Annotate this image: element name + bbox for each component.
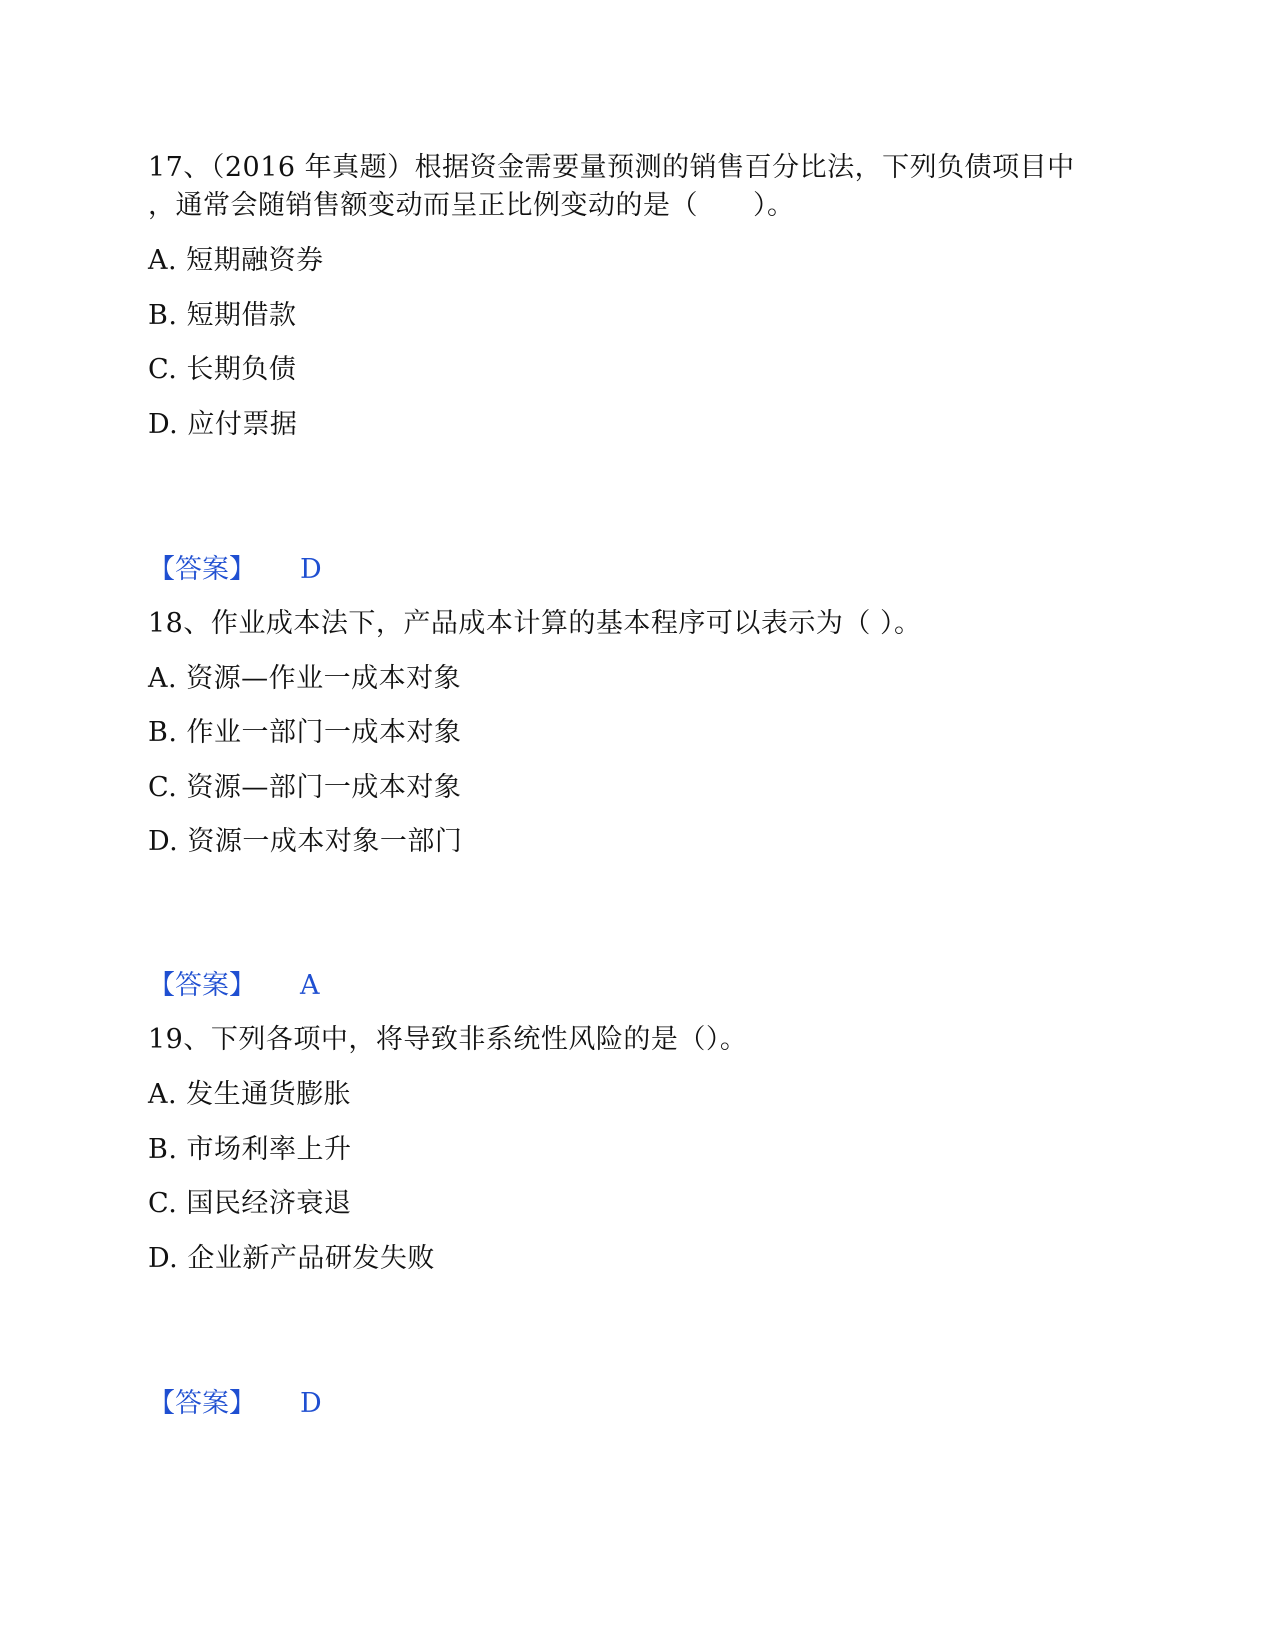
question-19-answer xyxy=(148,1386,322,1422)
question-17-option-d: D. 应付票据 xyxy=(148,409,298,440)
answer-value: D xyxy=(300,554,322,585)
question-17-stem-line1: 17、（2016 年真题）根据资金需要量预测的销售百分比法，下列负债项目中 xyxy=(148,152,1075,183)
answer-value: A xyxy=(300,970,320,1001)
question-19-option-c: C. 国民经济衰退 xyxy=(148,1188,352,1219)
question-19-option-b: B. 市场利率上升 xyxy=(148,1134,352,1165)
question-19-option-a: A. 发生通货膨胀 xyxy=(148,1079,352,1110)
question-18-option-c: C. 资源—部门一成本对象 xyxy=(148,772,462,803)
answer-label: 【答案】 xyxy=(148,554,256,585)
question-18-option-a: A. 资源—作业一成本对象 xyxy=(148,663,462,694)
answer-label: 【答案】 xyxy=(148,970,256,1001)
question-18-answer xyxy=(148,968,320,1004)
answer-label: 【答案】 xyxy=(148,1388,256,1419)
question-18-option-d: D. 资源一成本对象一部门 xyxy=(148,826,463,857)
question-18-stem-line1: 18、作业成本法下，产品成本计算的基本程序可以表示为（ ）。 xyxy=(148,608,922,639)
question-19-stem-line1: 19、下列各项中，将导致非系统性风险的是（）。 xyxy=(148,1024,748,1055)
question-17-option-c: C. 长期负债 xyxy=(148,354,297,385)
question-17-answer xyxy=(148,552,322,588)
question-18-option-b: B. 作业一部门一成本对象 xyxy=(148,717,462,748)
question-17-option-a: A. 短期融资券 xyxy=(148,245,324,276)
answer-value: D xyxy=(300,1388,322,1419)
question-19-option-d: D. 企业新产品研发失败 xyxy=(148,1243,435,1274)
question-17-stem-line2: ，通常会随销售额变动而呈正比例变动的是（ ）。 xyxy=(148,190,795,221)
question-17-option-b: B. 短期借款 xyxy=(148,300,297,331)
